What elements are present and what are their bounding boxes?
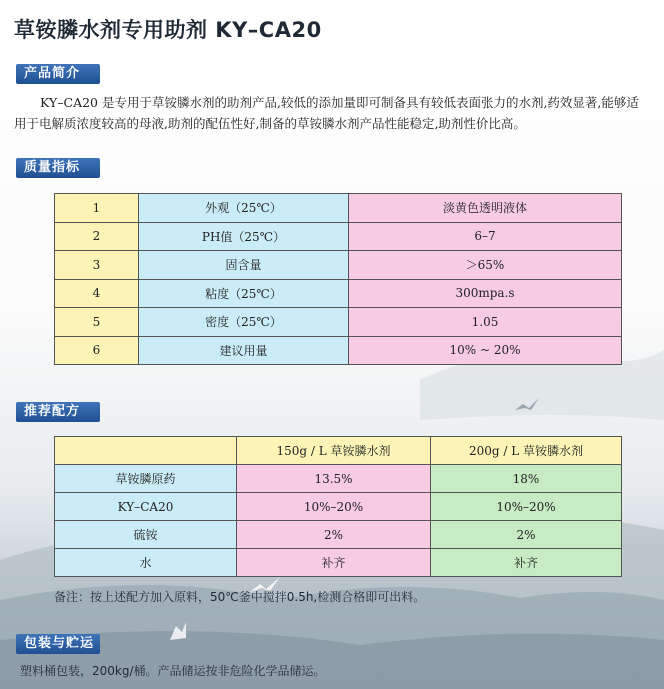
table-row <box>55 549 622 577</box>
table-row <box>55 308 622 337</box>
formula-note: 备注：按上述配方加入原料，50℃釜中搅拌0.5h,检测合格即可出料。 <box>54 590 426 604</box>
table-row <box>55 251 622 280</box>
quality-value: 6–7 <box>349 222 622 251</box>
section-quality-tag: 质量指标 <box>16 158 100 178</box>
ingredient-150: 13.5% <box>237 465 431 493</box>
table-row <box>55 493 622 521</box>
section-packaging-tag: 包装与贮运 <box>16 634 100 654</box>
quality-item: 外观（25℃） <box>139 194 349 223</box>
ingredient-200: 10%–20% <box>431 493 622 521</box>
section-formula-tag: 推荐配方 <box>16 402 100 422</box>
formula-header-200: 200g / L 草铵膦水剂 <box>431 437 622 465</box>
ingredient-150: 10%–20% <box>237 493 431 521</box>
formula-header-150: 150g / L 草铵膦水剂 <box>237 437 431 465</box>
ingredient-150: 2% <box>237 521 431 549</box>
ingredient-200: 2% <box>431 521 622 549</box>
quality-value: 淡黄色透明液体 <box>349 194 622 223</box>
formula-header-blank <box>55 437 237 465</box>
ingredient-150: 补齐 <box>237 549 431 577</box>
quality-value: 10% ~ 20% <box>349 336 622 365</box>
formula-table <box>54 436 622 577</box>
ingredient-200: 18% <box>431 465 622 493</box>
row-number: 1 <box>55 194 139 223</box>
row-number: 5 <box>55 308 139 337</box>
quality-value: 300mpa.s <box>349 279 622 308</box>
packaging-text: 塑料桶包装，200kg/桶。产品储运按非危险化学品储运。 <box>20 664 326 678</box>
quality-value: 1.05 <box>349 308 622 337</box>
quality-value: ＞65% <box>349 251 622 280</box>
section-intro-tag: 产品简介 <box>16 64 100 84</box>
intro-paragraph: KY–CA20 是专用于草铵膦水剂的助剂产品,较低的添加量即可制备具有较低表面张力的水剂,药效显著,能够适用于电解质浓度较高的母液,助剂的配伍性好,制备的草铵膦水剂产品性能稳定,助剂性价比高。 <box>14 95 639 131</box>
ingredient-name: 草铵膦原药 <box>55 465 237 493</box>
ingredient-name: 硫铵 <box>55 521 237 549</box>
quality-item: 密度（25℃） <box>139 308 349 337</box>
row-number: 6 <box>55 336 139 365</box>
table-row <box>55 521 622 549</box>
quality-item: 粘度（25℃） <box>139 279 349 308</box>
row-number: 4 <box>55 279 139 308</box>
table-row <box>55 194 622 223</box>
ingredient-name: KY–CA20 <box>55 493 237 521</box>
quality-table <box>54 193 622 365</box>
table-row <box>55 222 622 251</box>
row-number: 3 <box>55 251 139 280</box>
page-title: 草铵膦水剂专用助剂 KY–CA20 <box>14 18 322 42</box>
quality-item: PH值（25℃） <box>139 222 349 251</box>
table-row <box>55 336 622 365</box>
row-number: 2 <box>55 222 139 251</box>
table-row <box>55 279 622 308</box>
quality-item: 固含量 <box>139 251 349 280</box>
ingredient-name: 水 <box>55 549 237 577</box>
table-row <box>55 465 622 493</box>
quality-item: 建议用量 <box>139 336 349 365</box>
table-header-row <box>55 437 622 465</box>
ingredient-200: 补齐 <box>431 549 622 577</box>
